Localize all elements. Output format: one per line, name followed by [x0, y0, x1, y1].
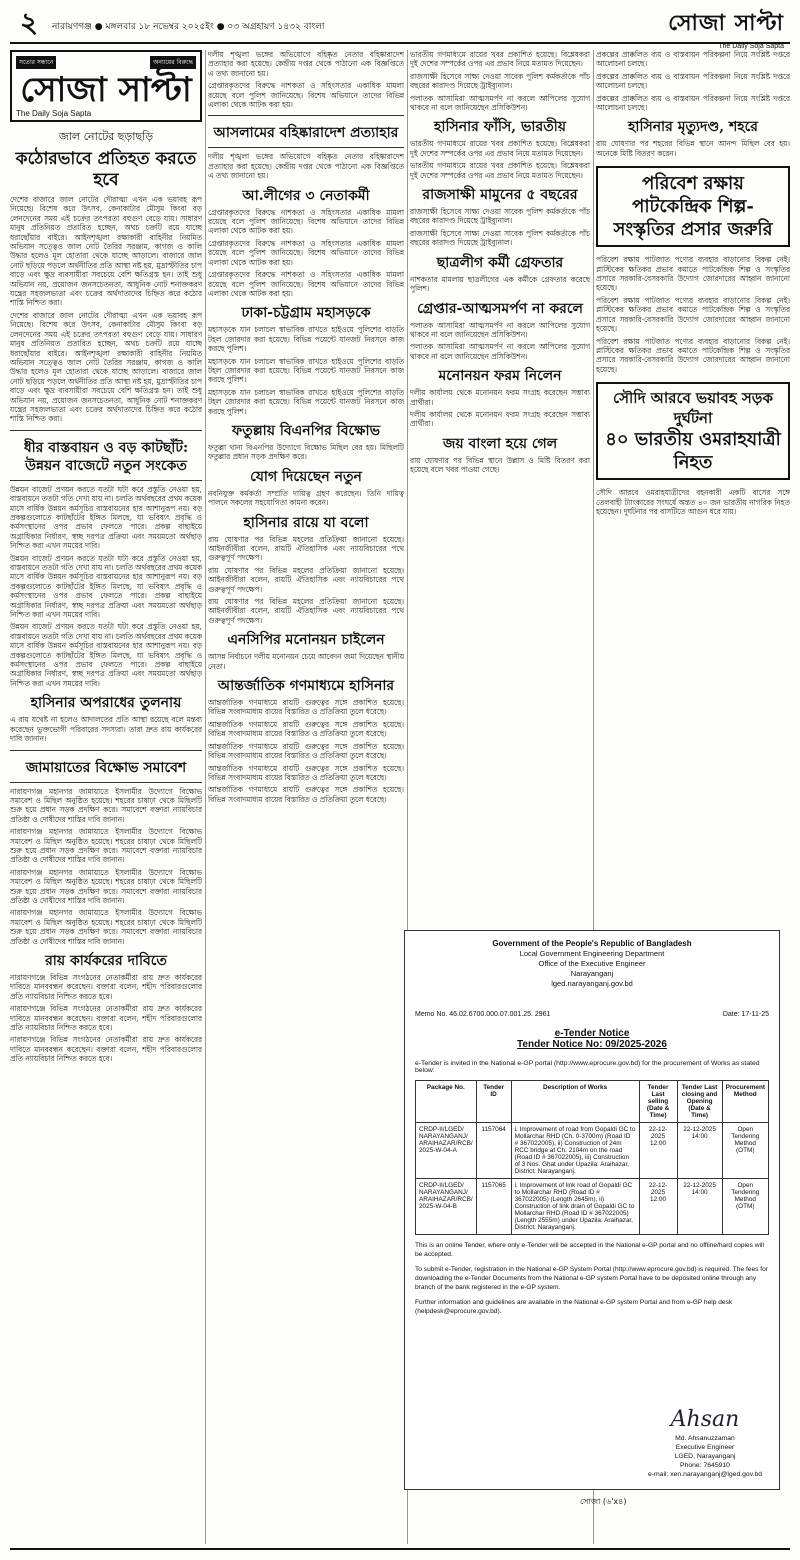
article-paragraph: মহাসড়কে যান চলাচল স্বাভাবিক রাখতে হাইওয়ে পুলিশের বাড়তি টহল জোরদার করা হয়েছে। বিভিন্ন পয়েন্টে যানজট নিরসনে কাজ করছে পুলিশ।	[208, 325, 404, 354]
article-headline: জয় বাংলা হয়ে গেল	[442, 435, 558, 452]
article-paragraph: নাশকতার মামলায় ছাত্রলীগের এক কর্মীকে গ্রেফতার করেছে পুলিশ।	[410, 274, 590, 294]
masthead-name: সোজা সাপ্টা	[20, 70, 192, 110]
article-paragraph: আন্তর্জাতিক গণমাধ্যমে রায়টি গুরুত্বের সঙ্গে প্রকাশিত হয়েছে। বিভিন্ন সংবাদমাধ্যম রায়ের বিস্তারিত ও প্রতিক্রিয়া তুলে ধরেছে।	[208, 698, 404, 717]
article-headline: গ্রেপ্তার-আত্মসমর্পণ না করলে	[417, 300, 583, 317]
column-2	[208, 50, 404, 1544]
article-paragraph: ভারতীয় গণমাধ্যমে রায়ের খবর প্রকাশিত হয়েছে। বিশ্লেষকরা দুই দেশের সম্পর্কের ওপর এর প্রভাব নিয়ে মতামত দিয়েছেন।	[410, 50, 590, 69]
signature-image: Ahsan	[670, 1407, 740, 1432]
tender-cell: 22-12-2025 14:00	[677, 1123, 722, 1179]
article-headline: আসলামের বহিষ্কারাদেশ প্রত্যাহার	[213, 125, 399, 142]
article-paragraph: নারায়ণগঞ্জ মহানগর জামায়াতে ইসলামীর উদ্যোগে বিক্ষোভ সমাবেশ ও মিছিল অনুষ্ঠিত হয়েছে। শহরের চাষাঢ়া থেকে মিছিলটি শুরু হয়ে প্রধান সড়ক প্রদক্ষিণ করে। সমাবেশে বক্তারা ন্যায়বিচার প্রতিষ্ঠা ও দোষীদের শাস্তির দাবি জানান।	[10, 786, 202, 824]
article-paragraph: ভারতীয় গণমাধ্যমে রায়ের খবর প্রকাশিত হয়েছে। বিশ্লেষকরা দুই দেশের সম্পর্কের ওপর এর প্রভাব নিয়ে মতামত দিয়েছেন।	[410, 139, 590, 158]
tender-website: lged.narayanganj.gov.bd	[551, 979, 633, 988]
tender-cell: Open Tendering Method (OTM)	[722, 1179, 768, 1235]
article-paragraph: এ রায় যথেষ্ট না হলেও আদালতের প্রতি আস্থা রয়েছে বলে মন্তব্য করেছেন ভুক্তভোগী পরিবারের সদস্যরা। তারা দ্রুত রায় কার্যকরের দাবি জানান।	[10, 715, 202, 744]
article-headline: হাসিনার অপরাধের তুলনায়	[30, 695, 182, 712]
tender-table	[415, 1080, 769, 1235]
tender-office: Office of the Executive Engineer	[538, 959, 646, 968]
page-number: ২	[19, 6, 39, 39]
editorial-kicker: জাল নোটের ছড়াছড়ি	[58, 130, 154, 143]
article-headline: আ.লীগের ৩ নেতাকর্মী	[242, 187, 370, 204]
article-paragraph: প্রকল্পের প্রাক্কলিত ব্যয় ও বাস্তবায়ন পরিকল্পনা নিয়ে সংশ্লিষ্ট দপ্তরে আলোচনা চলছে।	[596, 93, 790, 113]
editorial-body	[10, 195, 202, 424]
article-headline: রায় কার্যকরের দাবিতে	[45, 953, 167, 969]
masthead-name-en: The Daily Soja Sapta	[16, 109, 92, 118]
top-header	[10, 6, 790, 50]
article-headline: যোগ দিয়েছেন নতুন	[250, 468, 362, 485]
article-paragraph: নারায়ণগঞ্জে বিভিন্ন সংগঠনের নেতাকর্মীরা রায় দ্রুত কার্যকরের দাবিতে মানববন্ধন করেছেন। বক্তারা বলেন, শহীদ পরিবারগুলোর প্রতি ন্যায়বিচার নিশ্চিত করতে হবে।	[10, 1004, 202, 1033]
article-headline: এনসিপির মনোনয়ন চাইলেন	[227, 632, 385, 649]
article-paragraph: রায় ঘোষণার পর শহরের বিভিন্ন স্থানে আনন্দ মিছিল বের হয়। অনেকে মিষ্টি বিতরণ করেন।	[596, 139, 790, 158]
article-body	[10, 485, 202, 689]
editorial-paragraph: দেশের বাজারে জাল নোটের দৌরাত্ম্য এখন এক ভয়াবহ রূপ নিয়েছে। বিশেষ করে উৎসব, কেনাকাটার মৌসুম কিংবা বড় লেনদেনের সময় এই চক্রের তৎপরতা বহুগুণ বেড়ে যায়। সাধারণ মানুষ প্রতিনিয়ত প্রতারিত হচ্ছেন, অথচ চক্রটি রয়ে যাচ্ছে ধরাছোঁয়ার বাইরে। আইনশৃঙ্খলা রক্ষাকারী বাহিনীর নিয়মিত অভিযান সত্ত্বেও জাল নোট তৈরির সরঞ্জাম, কাগজ ও কালি উদ্ধার হলেও মূল হোতারা থেকে যাচ্ছে আড়ালে। বাজারে জাল নোট ছড়িয়ে পড়লে অর্থনীতির প্রতি আস্থা নষ্ট হয়, মুদ্রাস্ফীতির চাপ বাড়ে এবং ক্ষুদ্র ব্যবসায়ীরা সবচেয়ে বেশি ক্ষতিগ্রস্ত হন। তাই শুধু অভিযান নয়, প্রয়োজন জনসচেতনতা, আধুনিক নোট শনাক্তকরণ যন্ত্রের সহজলভ্যতা এবং চক্রের অর্থদাতাদের চিহ্নিত করে কঠোর শাস্তি নিশ্চিত করা।	[10, 195, 202, 308]
article-paragraph: পরিবেশ রক্ষায় পাটজাত পণ্যের ব্যবহার বাড়ানোর বিকল্প নেই। প্লাস্টিকের ক্ষতিকর প্রভাব কমাতে পাটকেন্দ্রিক শিল্প ও সংস্কৃতির প্রসারে সরকারি-বেসরকারি উদ্যোগ জোরদারের আহ্বান জানানো হয়েছে।	[596, 255, 790, 293]
tender-registration-note: To submit e-Tender, registration in the National e-GP System Portal (http://www.eprocure.gov.bd) is required. The fees for downloading the e-Tender Documents from the National e-GP system Portal have to be deposited online through any branch of the bank registered in the e-GP system.	[415, 1266, 768, 1291]
article-headline: ঢাকা-চট্টগ্রাম মহাসড়কে	[241, 305, 371, 322]
article-paragraph: নারায়ণগঞ্জে বিভিন্ন সংগঠনের নেতাকর্মীরা রায় দ্রুত কার্যকরের দাবিতে মানববন্ধন করেছেন। বক্তারা বলেন, শহীদ পরিবারগুলোর প্রতি ন্যায়বিচার নিশ্চিত করতে হবে।	[10, 973, 202, 1001]
tender-cell: i. Improvement of link road of Gopaldi GC to Mollarchar RHD (Road ID # 367022005) (Length 2645m), ii) Construction of link drain of Gopaldi GC to Mollarchar RHD (Road ID # 367022005) (Length 2555m) under Upazila: Araihazar, District: Narayanganj.	[511, 1179, 639, 1235]
tender-gov-line: Government of the People's Republic of Bangladesh	[492, 939, 692, 948]
article-paragraph: নবনিযুক্ত কর্মকর্তা সম্প্রতি দায়িত্ব গ্রহণ করেছেন। তিনি দায়িত্ব পালনে সকলের সহযোগিতা কামনা করেন।	[208, 488, 404, 508]
article-paragraph: গ্রেপ্তারকৃতদের বিরুদ্ধে নাশকতা ও সহিংসতার একাধিক মামলা রয়েছে বলে পুলিশ জানিয়েছে। বিশেষ অভিযানে তাদের বিভিন্ন এলাকা থেকে আটক করা হয়।	[208, 207, 404, 236]
article-paragraph: রায় ঘোষণার পর বিভিন্ন মহলের প্রতিক্রিয়া জানানো হয়েছে। আইনজীবীরা বলেন, রায়টি ঐতিহাসিক এবং ন্যায়বিচারের পথে গুরুত্বপূর্ণ পদক্ষেপ।	[208, 534, 404, 563]
article-paragraph: দলীয় শৃঙ্খলা ভঙ্গের অভিযোগে বহিষ্কৃত নেতার বহিষ্কারাদেশ প্রত্যাহার করা হয়েছে। কেন্দ্রীয় দপ্তর থেকে পাঠানো এক বিজ্ঞপ্তিতে এ তথ্য জানানো হয়।	[208, 152, 404, 181]
feature-headline: পরিবেশ রক্ষায় পাটকেন্দ্রিক শিল্প-সংস্কৃতির প্রসার জরুরি	[613, 173, 773, 241]
dateline: নারায়ণগঞ্জ ● মঙ্গলবার ১৮ নভেম্বর ২০২৫ইং ● ০৩ অগ্রহায়ণ ১৪৩২ বাংলা	[52, 22, 325, 32]
article-paragraph: দলীয় কার্যালয় থেকে মনোনয়ন ফরম সংগ্রহ করেছেন সম্ভাব্য প্রার্থীরা।	[410, 388, 590, 407]
tender-col-header: Tender Last closing and Opening (Date & Time)	[677, 1081, 722, 1123]
article-paragraph: পরিবেশ রক্ষায় পাটজাত পণ্যের ব্যবহার বাড়ানোর বিকল্প নেই। প্লাস্টিকের ক্ষতিকর প্রভাব কমাতে পাটকেন্দ্রিক শিল্প ও সংস্কৃতির প্রসারে সরকারি-বেসরকারি উদ্যোগ জোরদারের আহ্বান জানানো হয়েছে।	[596, 336, 790, 374]
article-paragraph: সৌদি আরবে ওমরাহযাত্রীদের বহনকারী একটি বাসের সঙ্গে তেলবাহী ট্যাংকারের সংঘর্ষে অন্তত ৪০ জন ভারতীয় নাগরিক নিহত হয়েছেন। দুর্ঘটনার পর বাসটিতে আগুন ধরে যায়।	[596, 488, 790, 516]
tender-col-header: Description of Works	[511, 1081, 639, 1123]
article-paragraph: গ্রেপ্তারকৃতদের বিরুদ্ধে নাশকতা ও সহিংসতার একাধিক মামলা রয়েছে বলে পুলিশ জানিয়েছে। বিশেষ অভিযানে তাদের বিভিন্ন এলাকা থেকে আটক করা হয়।	[208, 81, 404, 110]
tender-notice	[404, 930, 780, 1490]
article-headline: হাসিনার মৃত্যুদণ্ড, শহরে	[628, 119, 758, 136]
tender-cell: 22-12-2025 12:00	[639, 1123, 677, 1179]
tender-memo: Memo No. 46.02.6700.000.07.001.25. 2961	[415, 1011, 551, 1018]
ad-code: সোজা (৬'x৪)	[580, 1497, 627, 1506]
tender-issuer	[415, 939, 769, 989]
article-paragraph: পলাতক আসামিরা আত্মসমর্পণ না করলে আপিলের সুযোগ থাকবে না বলে জানিয়েছেন প্রসিকিউশন।	[410, 320, 590, 339]
tender-title: e-Tender Notice	[554, 1028, 630, 1039]
article-paragraph: নারায়ণগঞ্জে বিভিন্ন সংগঠনের নেতাকর্মীরা রায় দ্রুত কার্যকরের দাবিতে মানববন্ধন করেছেন। বক্তারা বলেন, শহীদ পরিবারগুলোর প্রতি ন্যায়বিচার নিশ্চিত করতে হবে।	[10, 1035, 202, 1064]
article-paragraph: ফতুল্লা থানা বিএনপির উদ্যোগে বিক্ষোভ মিছিল বের হয়। মিছিলটি ফতুল্লার প্রধান সড়ক প্রদক্ষিণ করে।	[208, 442, 404, 462]
table-row	[416, 1123, 769, 1179]
article-paragraph: রাজসাক্ষী হিসেবে সাক্ষ্য দেওয়া সাবেক পুলিশ কর্মকর্তাকে পাঁচ বছরের কারাদণ্ড দিয়েছে ট্রাইব্যুনাল।	[410, 228, 590, 248]
tender-cell: CRDP-II/LGED/ NARAYANGANJ/ ARAIHAZAR/RCB/ 2025-W-04-A	[416, 1123, 477, 1179]
article-paragraph: আসন্ন নির্বাচনে দলীয় মনোনয়ন চেয়ে আবেদন জমা দিয়েছেন স্থানীয় নেতা।	[208, 652, 404, 671]
article-paragraph: পলাতক আসামিরা আত্মসমর্পণ না করলে আপিলের সুযোগ থাকবে না বলে জানিয়েছেন প্রসিকিউশন।	[410, 93, 590, 113]
article-paragraph: উন্নয়ন বাজেট প্রণয়ন করতে যতটা ঘটা করে প্রস্তুতি নেওয়া হয়, বাস্তবায়নে ততটা গতি দেখা যায় না। চলতি অর্থবছরের প্রথম কয়েক মাসে বার্ষিক উন্নয়ন কর্মসূচির বাস্তবায়নের হার আশানুরূপ নয়। বড় প্রকল্পগুলোতে কাটছাঁটের ইঙ্গিত মিলছে, যা ভবিষ্যৎ প্রবৃদ্ধি ও কর্মসংস্থানের ওপর প্রভাব ফেলতে পারে। প্রকল্প বাছাইয়ে অগ্রাধিকার নির্ধারণ, স্বচ্ছ দরপত্র প্রক্রিয়া এবং সময়মতো অর্থছাড় নিশ্চিত করা এখন সময়ের দাবি।	[10, 622, 202, 688]
article-paragraph: উন্নয়ন বাজেট প্রণয়ন করতে যতটা ঘটা করে প্রস্তুতি নেওয়া হয়, বাস্তবায়নে ততটা গতি দেখা যায় না। চলতি অর্থবছরের প্রথম কয়েক মাসে বার্ষিক উন্নয়ন কর্মসূচির বাস্তবায়নের হার আশানুরূপ নয়। বড় প্রকল্পগুলোতে কাটছাঁটের ইঙ্গিত মিলছে, যা ভবিষ্যৎ প্রবৃদ্ধি ও কর্মসংস্থানের ওপর প্রভাব ফেলতে পারে। প্রকল্প বাছাইয়ে অগ্রাধিকার নির্ধারণ, স্বচ্ছ দরপত্র প্রক্রিয়া এবং সময়মতো অর্থছাড় নিশ্চিত করা এখন সময়ের দাবি।	[10, 553, 202, 620]
article-paragraph: ভারতীয় গণমাধ্যমে রায়ের খবর প্রকাশিত হয়েছে। বিশ্লেষকরা দুই দেশের সম্পর্কের ওপর এর প্রভাব নিয়ে মতামত দিয়েছেন।	[410, 161, 590, 180]
tender-district: Narayanganj	[570, 969, 614, 978]
tender-col-header: Package No.	[416, 1081, 477, 1123]
tender-notice-number: Tender Notice No: 09/2025-2026	[517, 1039, 667, 1050]
article-paragraph: গ্রেপ্তারকৃতদের বিরুদ্ধে নাশকতা ও সহিংসতার একাধিক মামলা রয়েছে বলে পুলিশ জানিয়েছে। বিশেষ অভিযানে তাদের বিভিন্ন এলাকা থেকে আটক করা হয়।	[208, 238, 404, 267]
article-paragraph: মহাসড়কে যান চলাচল স্বাভাবিক রাখতে হাইওয়ে পুলিশের বাড়তি টহল জোরদার করা হয়েছে। বিভিন্ন পয়েন্টে যানজট নিরসনে কাজ করছে পুলিশ।	[208, 387, 404, 416]
article-paragraph: রাজসাক্ষী হিসেবে সাক্ষ্য দেওয়া সাবেক পুলিশ কর্মকর্তাকে পাঁচ বছরের কারাদণ্ড দিয়েছে ট্রাইব্যুনাল।	[410, 207, 590, 226]
article-paragraph: রায় ঘোষণার পর বিভিন্ন মহলের প্রতিক্রিয়া জানানো হয়েছে। আইনজীবীরা বলেন, রায়টি ঐতিহাসিক এবং ন্যায়বিচারের পথে গুরুত্বপূর্ণ পদক্ষেপ।	[208, 565, 404, 594]
column-1	[10, 50, 202, 1544]
article-paragraph: আন্তর্জাতিক গণমাধ্যমে রায়টি গুরুত্বের সঙ্গে প্রকাশিত হয়েছে। বিভিন্ন সংবাদমাধ্যম রায়ের বিস্তারিত ও প্রতিক্রিয়া তুলে ধরেছে।	[208, 741, 404, 761]
article-paragraph: প্রকল্পের প্রাক্কলিত ব্যয় ও বাস্তবায়ন পরিকল্পনা নিয়ে সংশ্লিষ্ট দপ্তরে আলোচনা চলছে।	[596, 50, 790, 69]
accident-headline-top: সৌদি আরবে ভয়াবহ সড়ক দুর্ঘটনা	[613, 389, 773, 428]
accident-banner	[596, 382, 790, 480]
header-brand	[668, 6, 784, 50]
signer-name: Md. Ahsanuzzaman	[675, 1435, 735, 1442]
masthead-tag-right: অন্যায়ের বিরুদ্ধে	[150, 56, 196, 69]
article-headline: হাসিনার ফাঁসি, ভারতীয়	[434, 119, 566, 136]
signer-email: e-mail: xen.narayanganj@lged.gov.bd	[647, 1471, 763, 1478]
tender-cell: 1157065	[476, 1179, 511, 1235]
tender-cell: 1157064	[476, 1123, 511, 1179]
article-headline: জামায়াতের বিক্ষোভ সমাবেশ	[25, 759, 187, 776]
article-headline: আন্তর্জাতিক গণমাধ্যমে হাসিনার	[217, 678, 395, 695]
signer-title: Executive Engineer	[675, 1444, 735, 1451]
column-divider	[205, 50, 206, 1544]
article-paragraph: নারায়ণগঞ্জ মহানগর জামায়াতে ইসলামীর উদ্যোগে বিক্ষোভ সমাবেশ ও মিছিল অনুষ্ঠিত হয়েছে। শহরের চাষাঢ়া থেকে মিছিলটি শুরু হয়ে প্রধান সড়ক প্রদক্ষিণ করে। সমাবেশে বক্তারা ন্যায়বিচার প্রতিষ্ঠা ও দোষীদের শাস্তির দাবি জানান।	[10, 908, 202, 946]
signer-office: LGED, Narayanganj	[674, 1453, 736, 1460]
tender-col-header: Procurement Method	[722, 1081, 768, 1123]
masthead	[10, 50, 202, 122]
tender-signature-block	[645, 1406, 765, 1479]
tender-intro: e-Tender is invited in the National e-GP portal (http://www.eprocure.gov.bd) for the procurement of Works as stated below:	[415, 1060, 760, 1074]
article-headline: রাজসাক্ষী মামুনের ৫ বছরের	[422, 187, 578, 204]
article-paragraph: রাজসাক্ষী হিসেবে সাক্ষ্য দেওয়া সাবেক পুলিশ কর্মকর্তাকে পাঁচ বছরের কারাদণ্ড দিয়েছে ট্রাইব্যুনাল।	[410, 71, 590, 91]
article-paragraph: দলীয় কার্যালয় থেকে মনোনয়ন ফরম সংগ্রহ করেছেন সম্ভাব্য প্রার্থীরা।	[410, 409, 590, 429]
editorial-paragraph: দেশের বাজারে জাল নোটের দৌরাত্ম্য এখন এক ভয়াবহ রূপ নিয়েছে। বিশেষ করে উৎসব, কেনাকাটার মৌসুম কিংবা বড় লেনদেনের সময় এই চক্রের তৎপরতা বহুগুণ বেড়ে যায়। সাধারণ মানুষ প্রতিনিয়ত প্রতারিত হচ্ছেন, অথচ চক্রটি রয়ে যাচ্ছে ধরাছোঁয়ার বাইরে। আইনশৃঙ্খলা রক্ষাকারী বাহিনীর নিয়মিত অভিযান সত্ত্বেও জাল নোট তৈরির সরঞ্জাম, কাগজ ও কালি উদ্ধার হলেও মূল হোতারা থেকে যাচ্ছে আড়ালে। বাজারে জাল নোট ছড়িয়ে পড়লে অর্থনীতির প্রতি আস্থা নষ্ট হয়, মুদ্রাস্ফীতির চাপ বাড়ে এবং ক্ষুদ্র ব্যবসায়ীরা সবচেয়ে বেশি ক্ষতিগ্রস্ত হন। তাই শুধু অভিযান নয়, প্রয়োজন জনসচেতনতা, আধুনিক নোট শনাক্তকরণ যন্ত্রের সহজলভ্যতা এবং চক্রের অর্থদাতাদের চিহ্নিত করে কঠোর শাস্তি নিশ্চিত করা।	[10, 310, 202, 424]
article-paragraph: নারায়ণগঞ্জ মহানগর জামায়াতে ইসলামীর উদ্যোগে বিক্ষোভ সমাবেশ ও মিছিল অনুষ্ঠিত হয়েছে। শহরের চাষাঢ়া থেকে মিছিলটি শুরু হয়ে প্রধান সড়ক প্রদক্ষিণ করে। সমাবেশে বক্তারা ন্যায়বিচার প্রতিষ্ঠা ও দোষীদের শাস্তির দাবি জানান।	[10, 827, 202, 865]
masthead-tag-left: সত্যের সন্ধানে	[16, 56, 56, 69]
article-headline: ফতুল্লায় বিএনপির বিক্ষোভ	[231, 422, 381, 439]
feature-banner	[596, 166, 790, 247]
tender-cell: i. Improvement of road from Gopaldi GC to Mollarchar RHD (Ch. 0-3700m) (Road ID # 367022005), ii) Construction of 24m RCC bridge at Ch. 2104m on the road (Road ID # 367022005), iii) Construction of 3 Nos. Ghat under Upazila: Araihazar, District: Narayanganj.	[511, 1123, 639, 1179]
header-brand-sub: The Daily Soja Sapta	[718, 43, 784, 50]
article-headline: মনোনয়ন ফরম নিলেন	[438, 368, 562, 385]
table-row	[416, 1179, 769, 1235]
tender-cell: 22-12-2025 12:00	[639, 1179, 677, 1235]
article-paragraph: রায় ঘোষণার পর বিভিন্ন মহলের প্রতিক্রিয়া জানানো হয়েছে। আইনজীবীরা বলেন, রায়টি ঐতিহাসিক এবং ন্যায়বিচারের পথে গুরুত্বপূর্ণ পদক্ষেপ।	[208, 597, 404, 625]
article-paragraph: আন্তর্জাতিক গণমাধ্যমে রায়টি গুরুত্বের সঙ্গে প্রকাশিত হয়েছে। বিভিন্ন সংবাদমাধ্যম রায়ের বিস্তারিত ও প্রতিক্রিয়া তুলে ধরেছে।	[208, 785, 404, 804]
accident-headline-bottom: ৪০ ভারতীয় ওমরাহযাত্রী নিহত	[605, 429, 781, 474]
article-paragraph: পলাতক আসামিরা আত্মসমর্পণ না করলে আপিলের সুযোগ থাকবে না বলে জানিয়েছেন প্রসিকিউশন।	[410, 342, 590, 361]
article-paragraph: গ্রেপ্তারকৃতদের বিরুদ্ধে নাশকতা ও সহিংসতার একাধিক মামলা রয়েছে বলে পুলিশ জানিয়েছে। বিশেষ অভিযানে তাদের বিভিন্ন এলাকা থেকে আটক করা হয়।	[208, 270, 404, 298]
tender-cell: 22-12-2025 14:00	[677, 1179, 722, 1235]
article-paragraph: আন্তর্জাতিক গণমাধ্যমে রায়টি গুরুত্বের সঙ্গে প্রকাশিত হয়েছে। বিভিন্ন সংবাদমাধ্যম রায়ের বিস্তারিত ও প্রতিক্রিয়া তুলে ধরেছে।	[208, 719, 404, 739]
article-paragraph: প্রকল্পের প্রাক্কলিত ব্যয় ও বাস্তবায়ন পরিকল্পনা নিয়ে সংশ্লিষ্ট দপ্তরে আলোচনা চলছে।	[596, 71, 790, 91]
tender-dept: Local Government Engineering Department	[519, 949, 665, 958]
editorial-headline: কঠোরভাবে প্রতিহত করতে হবে	[15, 149, 197, 190]
article-paragraph: রায় ঘোষণার পর বিভিন্ন স্থানে উল্লাস ও মিষ্টি বিতরণ করা হয়েছে বলে খবর পাওয়া গেছে।	[410, 455, 590, 475]
tender-online-note: This is an online Tender, where only e-Tender will be accepted in the National e-GP portal and no offline/hard copies will be accepted.	[415, 1242, 764, 1258]
article-headline: হাসিনার রায়ে যা বলো	[243, 514, 369, 531]
tender-col-header: Tender ID	[476, 1081, 511, 1123]
footer-rule	[10, 1548, 790, 1550]
article-headline: ছাত্রলীগ কর্মী গ্রেফতার	[436, 254, 564, 271]
article-paragraph: আন্তর্জাতিক গণমাধ্যমে রায়টি গুরুত্বের সঙ্গে প্রকাশিত হয়েছে। বিভিন্ন সংবাদমাধ্যম রায়ের বিস্তারিত ও প্রতিক্রিয়া তুলে ধরেছে।	[208, 763, 404, 782]
article-paragraph: উন্নয়ন বাজেট প্রণয়ন করতে যতটা ঘটা করে প্রস্তুতি নেওয়া হয়, বাস্তবায়নে ততটা গতি দেখা যায় না। চলতি অর্থবছরের প্রথম কয়েক মাসে বার্ষিক উন্নয়ন কর্মসূচির বাস্তবায়নের হার আশানুরূপ নয়। বড় প্রকল্পগুলোতে কাটছাঁটের ইঙ্গিত মিলছে, যা ভবিষ্যৎ প্রবৃদ্ধি ও কর্মসংস্থানের ওপর প্রভাব ফেলতে পারে। প্রকল্প বাছাইয়ে অগ্রাধিকার নির্ধারণ, স্বচ্ছ দরপত্র প্রক্রিয়া এবং সময়মতো অর্থছাড় নিশ্চিত করা এখন সময়ের দাবি।	[10, 484, 202, 551]
header-brand-name: সোজা সাপ্টা	[668, 11, 784, 36]
tender-cell: Open Tendering Method (OTM)	[722, 1123, 768, 1179]
article-headline: ধীর বাস্তবায়ন ও বড় কাটছাঁট: উন্নয়ন বাজেটে নতুন সংকেত	[23, 439, 189, 474]
article-paragraph: দলীয় শৃঙ্খলা ভঙ্গের অভিযোগে বহিষ্কৃত নেতার বহিষ্কারাদেশ প্রত্যাহার করা হয়েছে। কেন্দ্রীয় দপ্তর থেকে পাঠানো এক বিজ্ঞপ্তিতে এ তথ্য জানানো হয়।	[208, 50, 404, 78]
tender-further-info: Further information and guidelines are available in the National e-GP system Portal and from e-GP help desk (helpdesk@eprocure.gov.bd).	[415, 1299, 733, 1315]
article-paragraph: নারায়ণগঞ্জ মহানগর জামায়াতে ইসলামীর উদ্যোগে বিক্ষোভ সমাবেশ ও মিছিল অনুষ্ঠিত হয়েছে। শহরের চাষাঢ়া থেকে মিছিলটি শুরু হয়ে প্রধান সড়ক প্রদক্ষিণ করে। সমাবেশে বক্তারা ন্যায়বিচার প্রতিষ্ঠা ও দোষীদের শাস্তির দাবি জানান।	[10, 867, 202, 905]
tender-col-header: Tender Last selling (Date & Time)	[639, 1081, 677, 1123]
article-paragraph: মহাসড়কে যান চলাচল স্বাভাবিক রাখতে হাইওয়ে পুলিশের বাড়তি টহল জোরদার করা হয়েছে। বিভিন্ন পয়েন্টে যানজট নিরসনে কাজ করছে পুলিশ।	[208, 356, 404, 385]
tender-date: Date: 17-11-25	[722, 1011, 769, 1018]
tender-cell: CRDP-II/LGED/ NARAYANGANJ/ ARAIHAZAR/RCB/ 2025-W-04-B	[416, 1179, 477, 1235]
article-paragraph: পরিবেশ রক্ষায় পাটজাত পণ্যের ব্যবহার বাড়ানোর বিকল্প নেই। প্লাস্টিকের ক্ষতিকর প্রভাব কমাতে পাটকেন্দ্রিক শিল্প ও সংস্কৃতির প্রসারে সরকারি-বেসরকারি উদ্যোগ জোরদারের আহ্বান জানানো হয়েছে।	[596, 295, 790, 334]
signer-phone: Phone: 7645910	[680, 1462, 730, 1469]
